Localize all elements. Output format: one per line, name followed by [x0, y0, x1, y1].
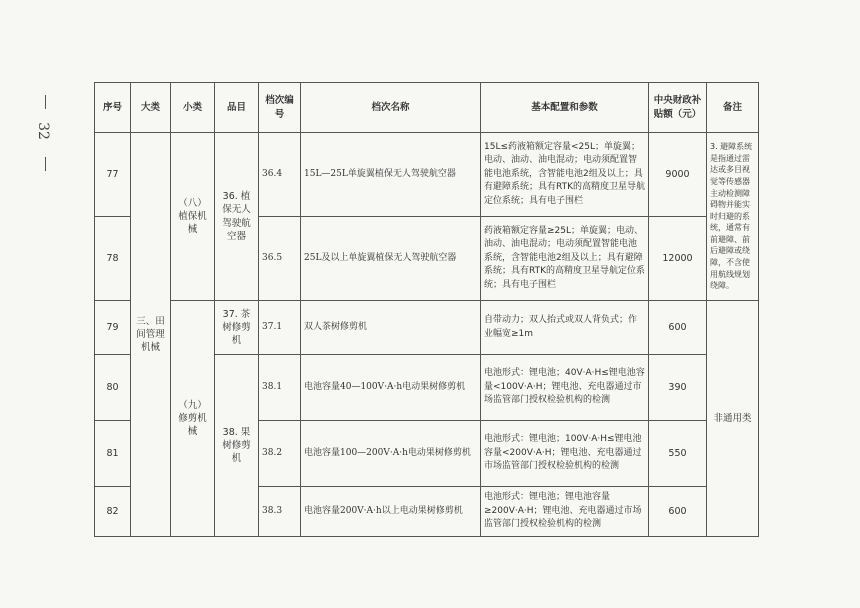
- row-subsidy: 550: [649, 421, 707, 487]
- row-subsidy: 12000: [649, 217, 707, 301]
- row-level-no: 38.1: [259, 355, 301, 421]
- page-number: [26, 95, 66, 175]
- row-subsidy: 600: [649, 301, 707, 355]
- row-params: 电池形式：锂电池；40V·A·H≤锂电池容量<100V·A·H；锂电池、充电器通过市场监管部门授权检验机构的检测: [481, 355, 649, 421]
- row-level-no: 38.3: [259, 487, 301, 537]
- table-row: [95, 133, 759, 217]
- note-avoidance: 3. 避障系统是指通过雷达或多目视觉等传感器主动检测障碍物并能实时归避的系统，通常有前避障、前后避障或绕障，不含使用航线规划绕障。: [707, 133, 759, 301]
- row-level-no: 36.4: [259, 133, 301, 217]
- row-level-name: 双人茶树修剪机: [301, 301, 481, 355]
- category-cell: 三、田间管理机械: [131, 133, 171, 537]
- header-level-name: 档次名称: [301, 83, 481, 133]
- item-tea: 37. 茶树修剪机: [215, 301, 259, 355]
- table-row: [95, 301, 759, 355]
- row-index: 82: [95, 487, 131, 537]
- header-category: 大类: [131, 83, 171, 133]
- item-fruit: 38. 果树修剪机: [215, 355, 259, 537]
- row-level-name: 电池容量200V·A·h以上电动果树修剪机: [301, 487, 481, 537]
- page-number-text: 32: [34, 122, 51, 140]
- row-index: 81: [95, 421, 131, 487]
- row-subsidy: 9000: [649, 133, 707, 217]
- header-index: 序号: [95, 83, 131, 133]
- row-index: 78: [95, 217, 131, 301]
- row-params: 电池形式：锂电池；100V·A·H≤锂电池容量<200V·A·H；锂电池、充电器通过市场监管部门授权检验机构的检测: [481, 421, 649, 487]
- row-subsidy: 390: [649, 355, 707, 421]
- row-params: 15L≤药液箱额定容量<25L；单旋翼；电动、油动、油电混动；电动须配置智能电池系统，含智能电池2组及以上；具有避障系统；具有RTK的高精度卫星导航定位系统；具有电子围栏: [481, 133, 649, 217]
- header-params: 基本配置和参数: [481, 83, 649, 133]
- item-drone: 36. 植保无人驾驶航空器: [215, 133, 259, 301]
- row-level-no: 38.2: [259, 421, 301, 487]
- row-level-no: 36.5: [259, 217, 301, 301]
- header-level-no: 档次编号: [259, 83, 301, 133]
- row-level-name: 电池容量40—100V·A·h电动果树修剪机: [301, 355, 481, 421]
- header-subcategory: 小类: [171, 83, 215, 133]
- header-item: 品目: [215, 83, 259, 133]
- row-level-name: 15L—25L单旋翼植保无人驾驶航空器: [301, 133, 481, 217]
- row-index: 79: [95, 301, 131, 355]
- row-params: 药液箱额定容量≥25L；单旋翼；电动、油动、油电混动；电动须配置智能电池系统，含智能电池2组及以上；具有避障系统；具有RTK的高精度卫星导航定位系统；具有电子围栏: [481, 217, 649, 301]
- subsidy-table: [94, 82, 759, 537]
- header-subsidy: 中央财政补贴额（元）: [649, 83, 707, 133]
- table-header-row: [95, 83, 759, 133]
- row-index: 77: [95, 133, 131, 217]
- page-number-dash-bottom: [45, 157, 46, 171]
- row-params: 电池形式：锂电池；锂电池容量≥200V·A·H；锂电池、充电器通过市场监管部门授权检验机构的检测: [481, 487, 649, 537]
- row-params: 自带动力；双人抬式或双人背负式；作业幅宽≥1m: [481, 301, 649, 355]
- note-non-general: 非通用类: [707, 301, 759, 537]
- row-level-no: 37.1: [259, 301, 301, 355]
- row-level-name: 电池容量100—200V·A·h电动果树修剪机: [301, 421, 481, 487]
- subcategory-pruning: （九）修剪机械: [171, 301, 215, 537]
- row-subsidy: 600: [649, 487, 707, 537]
- page-number-dash-top: [45, 95, 46, 109]
- subcategory-plant-protection: （八）植保机械: [171, 133, 215, 301]
- header-note: 备注: [707, 83, 759, 133]
- row-level-name: 25L及以上单旋翼植保无人驾驶航空器: [301, 217, 481, 301]
- row-index: 80: [95, 355, 131, 421]
